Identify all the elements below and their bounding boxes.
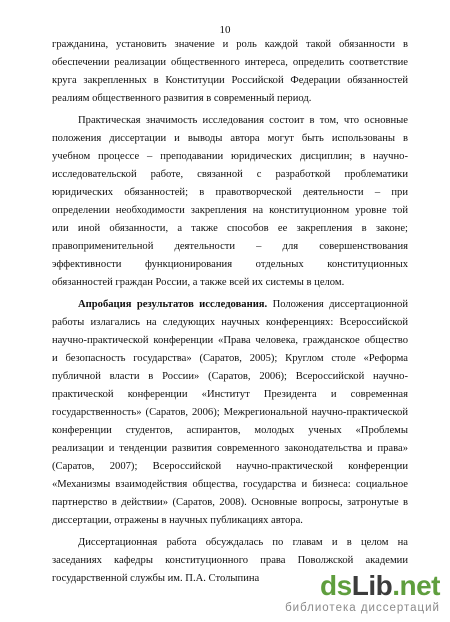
text-line: круга закрепленных в Конституции Российской Федерации обязанностей bbox=[52, 75, 408, 86]
dslib-subtitle: библиотека диссертаций bbox=[285, 602, 440, 614]
text-line: правоприменительной деятельности – для совершенствования bbox=[52, 241, 408, 252]
text-line: учебном процессе – преподавании юридических дисциплин; в научно- bbox=[52, 151, 408, 162]
text-line: партнерство в действии» (Саратов, 2008). Основные вопросы, затронутые в bbox=[52, 497, 408, 508]
text-line: определении необходимости закрепления на конституционном уровне той bbox=[52, 205, 408, 216]
text-line: государственной службы им. П.А. Столыпина bbox=[52, 573, 260, 584]
page-number: 10 bbox=[219, 24, 231, 36]
text-line: диссертации, отражены в научных публикациях автора. bbox=[52, 515, 303, 526]
text-line: (Саратов, 2007); Всероссийской научно-практической конференции bbox=[52, 461, 408, 472]
text-line: и безопасность государства» (Саратов, 2005); Круглом столе «Реформа bbox=[52, 353, 408, 364]
dslib-watermark bbox=[285, 572, 440, 614]
text-line bbox=[78, 298, 408, 312]
text-line: «Механизмы взаимодействия общества, государства и бизнеса: социальное bbox=[52, 479, 408, 490]
text-line: или иной обязанности, а также способов ее закрепления в законе; bbox=[52, 223, 408, 234]
text-line: научно-практической конференции «Права человека, гражданское общество bbox=[52, 335, 408, 346]
text-line: работы излагались на следующих научных конференциях: Всероссийской bbox=[52, 317, 408, 328]
text-line: реализации и тенденции развития современного законодательства и права» bbox=[52, 443, 408, 454]
section-heading: Апробация результатов исследования. bbox=[78, 299, 268, 310]
text-line: Диссертационная работа обсуждалась по главам и в целом на bbox=[78, 537, 408, 548]
text-line: юридических обязанностей; в правотворческой деятельности – при bbox=[52, 187, 408, 198]
text-line: гражданина, установить значение и роль каждой такой обязанности в bbox=[52, 39, 408, 50]
text-run: Положения диссертационной bbox=[267, 299, 408, 310]
text-line: реалиям общественного развития в современный период. bbox=[52, 93, 312, 104]
text-line: эффективности функционирования отдельных конституционных bbox=[52, 259, 408, 270]
text-line: исследовательской работе, связанной с разработкой проблематики bbox=[52, 169, 408, 180]
text-line: Практическая значимость исследования состоит в том, что основные bbox=[78, 115, 408, 126]
text-line: заседаниях кафедры конституционного права Поволжской академии bbox=[52, 555, 408, 566]
text-line: положения диссертации и выводы автора могут быть использованы в bbox=[52, 133, 408, 144]
text-line: публичной власти в России» (Саратов, 2006); Всероссийской научно- bbox=[52, 371, 408, 382]
text-line: обеспечении реализации общественного интереса, определить соответствие bbox=[52, 57, 408, 68]
text-line: обязанностей граждан России, а также всей их системы в целом. bbox=[52, 277, 345, 288]
text-line: государственность» (Саратов, 2006); Межрегиональной научно-практической bbox=[52, 407, 408, 418]
dslib-logo: dsLib.net bbox=[320, 570, 440, 601]
text-line: практической конференции «Институт Президента и современная bbox=[52, 389, 408, 400]
text-line: конференции студентов, аспирантов, молодых ученых «Проблемы bbox=[52, 425, 408, 436]
